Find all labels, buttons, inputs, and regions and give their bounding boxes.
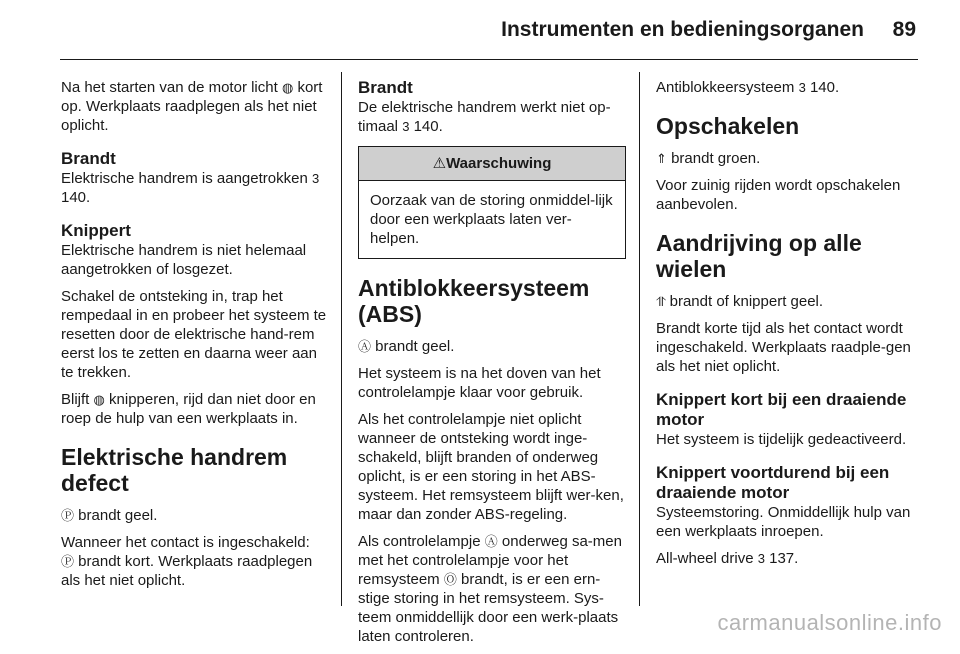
subheading-knippert-voortdurend: Knippert voortdurend bij een draaiende motor [656, 463, 890, 502]
paragraph: Blijft ◍ knipperen, rijd dan niet door en roep de hulp van een werkplaats in. [61, 391, 316, 427]
header-divider [60, 59, 918, 60]
abs-warning-icon: Ⓐ [484, 534, 498, 549]
section-title-abs: Antiblokkeersysteem (ABS) [358, 275, 590, 327]
brake-system-warning-icon: Ⓞ [443, 572, 457, 587]
subheading-brandt: Brandt [358, 78, 413, 97]
column-1 [61, 78, 327, 598]
warning-text: Oorzaak van de storing onmiddel-lijk door een werkplaats laten ver-helpen. [370, 192, 613, 247]
subheading-knippert-kort: Knippert kort bij een draaiende motor [656, 390, 907, 429]
warning-triangle-icon: ⚠ [432, 155, 447, 172]
paragraph: All-wheel drive 3 137. [656, 550, 799, 567]
column-divider [639, 72, 640, 606]
paragraph: Ⓐ brandt geel. [358, 338, 455, 355]
paragraph: Als het controlelampje niet oplicht wanneer de ontsteking wordt inge-schakeld, blijft branden of onderweg oplicht, is er een storing in het ABS-systeem. Het remsysteem blijft wer-ken, maar dan zonder ABS-regeling. [358, 411, 624, 523]
paragraph: Systeemstoring. Onmiddellijk hulp van een werkplaats inroepen. [656, 504, 911, 540]
parking-brake-warning-icon: ◍ [281, 80, 294, 95]
section-title-opschakelen: Opschakelen [656, 113, 800, 139]
upshift-indicator-icon: ⇑ [656, 151, 667, 166]
paragraph: ⇑ brandt groen. [656, 150, 761, 167]
paragraph: Het systeem is na het doven van het controlelampje klaar voor gebruik. [358, 365, 601, 401]
abs-warning-icon: Ⓐ [358, 339, 372, 354]
paragraph: Elektrische handrem is aangetrokken 3 140. [61, 170, 320, 206]
column-2 [358, 78, 626, 654]
paragraph: Elektrische handrem is niet helemaal aangetrokken of losgezet. [61, 242, 307, 278]
page-title: Instrumenten en bedieningsorganen [501, 18, 864, 41]
section-title-handrem-defect: Elektrische handrem defect [61, 444, 288, 496]
paragraph: Brandt korte tijd als het contact wordt ingeschakeld. Werkplaats raadple-gen als het niet oplicht. [656, 320, 911, 375]
subheading-knippert: Knippert [61, 221, 131, 240]
page-reference-icon[interactable]: 3 [402, 119, 410, 134]
page-reference[interactable]: 140. [413, 118, 443, 135]
paragraph: Als controlelampje Ⓐ onderweg sa-men met het controlelampje voor het remsysteem Ⓞ brandt, is er een ern-stige storing in het remsysteem. Sys-teem onmiddellijk door een werk-plaats laten controleren. [358, 533, 622, 645]
column-divider [341, 72, 342, 606]
page-header [0, 0, 960, 58]
page-reference-icon[interactable]: 3 [311, 171, 320, 186]
warning-box [358, 146, 626, 259]
watermark: carmanualsonline.info [717, 610, 942, 635]
paragraph: Het systeem is tijdelijk gedeactiveerd. [656, 431, 907, 448]
page-reference[interactable]: 140. [61, 189, 91, 206]
column-3 [656, 78, 921, 576]
paragraph: Voor zuinig rijden wordt opschakelen aanbevolen. [656, 177, 901, 213]
section-title-aandrijving: Aandrijving op alle wielen [656, 230, 862, 282]
paragraph: Antiblokkeersysteem 3 140. [656, 79, 840, 96]
page-reference-icon[interactable]: 3 [757, 551, 765, 566]
paragraph: Ⓟ brandt geel. [61, 507, 158, 524]
page-reference[interactable]: 137. [769, 550, 799, 567]
page-number: 89 [892, 18, 916, 41]
parking-brake-warning-icon: ◍ [93, 392, 105, 407]
page-reference[interactable]: 140. [809, 79, 840, 96]
paragraph: Wanneer het contact is ingeschakeld: Ⓟ brandt kort. Werkplaats raadplegen als het niet oplicht. [61, 534, 313, 589]
paragraph: De elektrische handrem werkt niet op-timaal 3 140. [358, 99, 611, 135]
paragraph: ⥣ brandt of knippert geel. [656, 293, 824, 310]
page-reference-icon[interactable]: 3 [798, 80, 806, 95]
all-wheel-drive-icon: ⥣ [656, 294, 666, 309]
subheading-brandt: Brandt [61, 149, 116, 168]
warning-title: Waarschuwing [446, 155, 552, 172]
warning-header [359, 147, 625, 181]
parking-brake-fault-icon: Ⓟ [61, 554, 75, 569]
paragraph: Schakel de ontsteking in, trap het rempedaal in en probeer het systeem te resetten door de elektrische hand-rem eerst los te zetten en daarna weer aan te trekken. [61, 288, 327, 381]
parking-brake-fault-icon: Ⓟ [61, 508, 75, 523]
paragraph: Na het starten van de motor licht ◍ kort op. Werkplaats raadplegen als het niet oplicht. [61, 79, 323, 134]
